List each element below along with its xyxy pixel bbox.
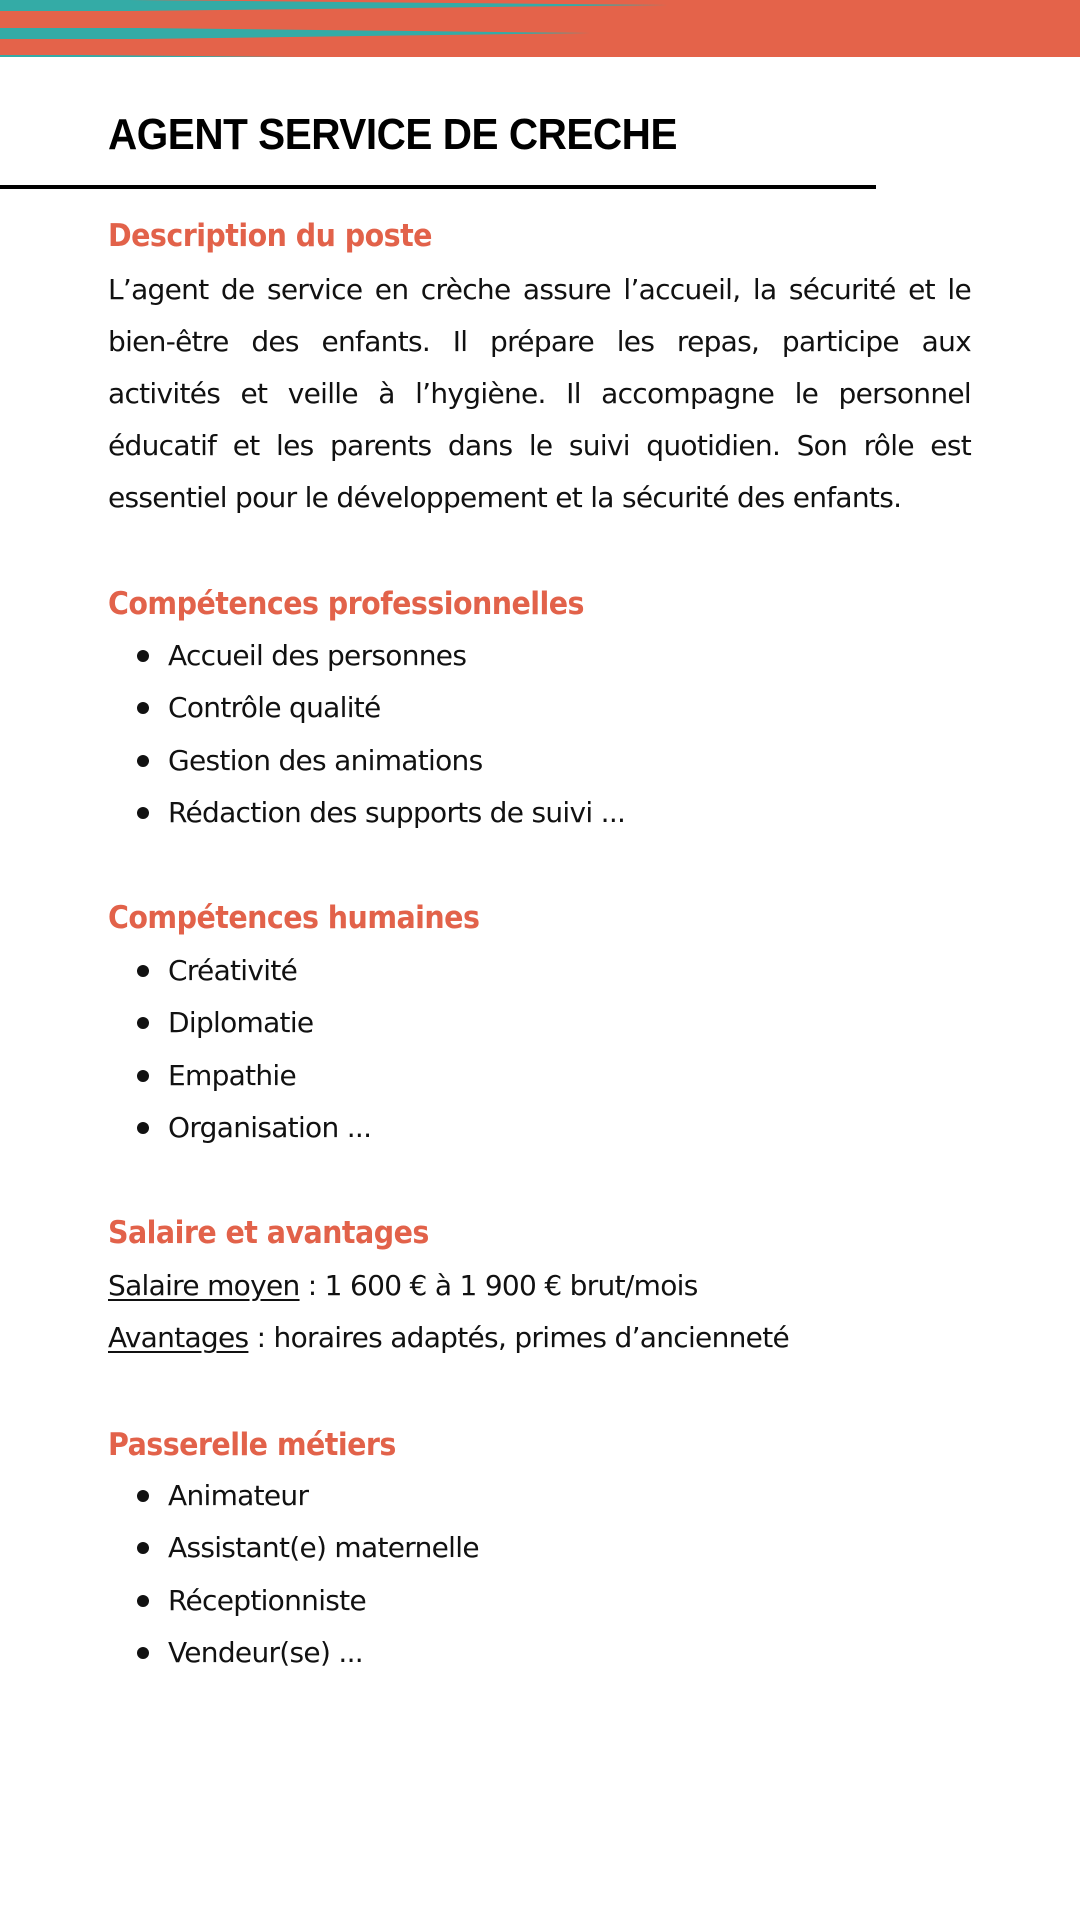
bullet-icon [137,1490,149,1502]
bullet-icon [137,755,149,767]
list-item: Diplomatie [108,997,371,1049]
list-item: Vendeur(se) ... [108,1627,479,1679]
bullet-icon [137,965,149,977]
salary-label: Salaire moyen [108,1269,300,1302]
list-item: Rédaction des supports de suivi ... [108,787,625,839]
benefits-line [108,1312,789,1364]
list-item: Créativité [108,945,371,997]
salary-line [108,1260,698,1312]
professional-skills-heading: Compétences professionnelles [108,586,584,622]
bullet-icon [137,1070,149,1082]
bullet-icon [137,702,149,714]
bullet-icon [137,1647,149,1659]
career-paths-list [108,1470,479,1679]
list-item: Organisation ... [108,1102,371,1154]
list-item: Contrôle qualité [108,682,625,734]
salary-value: : 1 600 € à 1 900 € brut/mois [299,1269,698,1302]
bullet-icon [137,650,149,662]
header-banner [0,0,1080,57]
list-item: Gestion des animations [108,735,625,787]
list-item: Réceptionniste [108,1575,479,1627]
benefits-value: : horaires adaptés, primes d’ancienneté [248,1321,790,1354]
soft-skills-heading: Compétences humaines [108,900,480,936]
professional-skills-list [108,630,625,839]
list-item: Assistant(e) maternelle [108,1522,479,1574]
bullet-icon [137,1122,149,1134]
salary-heading: Salaire et avantages [108,1215,429,1251]
list-item: Animateur [108,1470,479,1522]
description-heading: Description du poste [108,218,432,254]
title-divider [0,185,876,189]
list-item: Empathie [108,1050,371,1102]
soft-skills-list [108,945,371,1154]
decorative-stripes [0,0,1080,57]
bullet-icon [137,1542,149,1554]
page-title: AGENT SERVICE DE CRECHE [108,110,677,159]
bullet-icon [137,1017,149,1029]
bullet-icon [137,807,149,819]
list-item: Accueil des personnes [108,630,625,682]
bullet-icon [137,1595,149,1607]
description-text: L’agent de service en crèche assure l’accueil, la sécurité et le bien-être des enfants. Il prépare les repas, participe aux activités et veille à l’hygiène. Il accompagne le personnel éducatif et les parents dans le suivi quotidien. Son rôle est essentiel pour le développement et la sécurité des enfants. [108,273,971,514]
benefits-label: Avantages [108,1321,249,1354]
career-paths-heading: Passerelle métiers [108,1427,396,1463]
